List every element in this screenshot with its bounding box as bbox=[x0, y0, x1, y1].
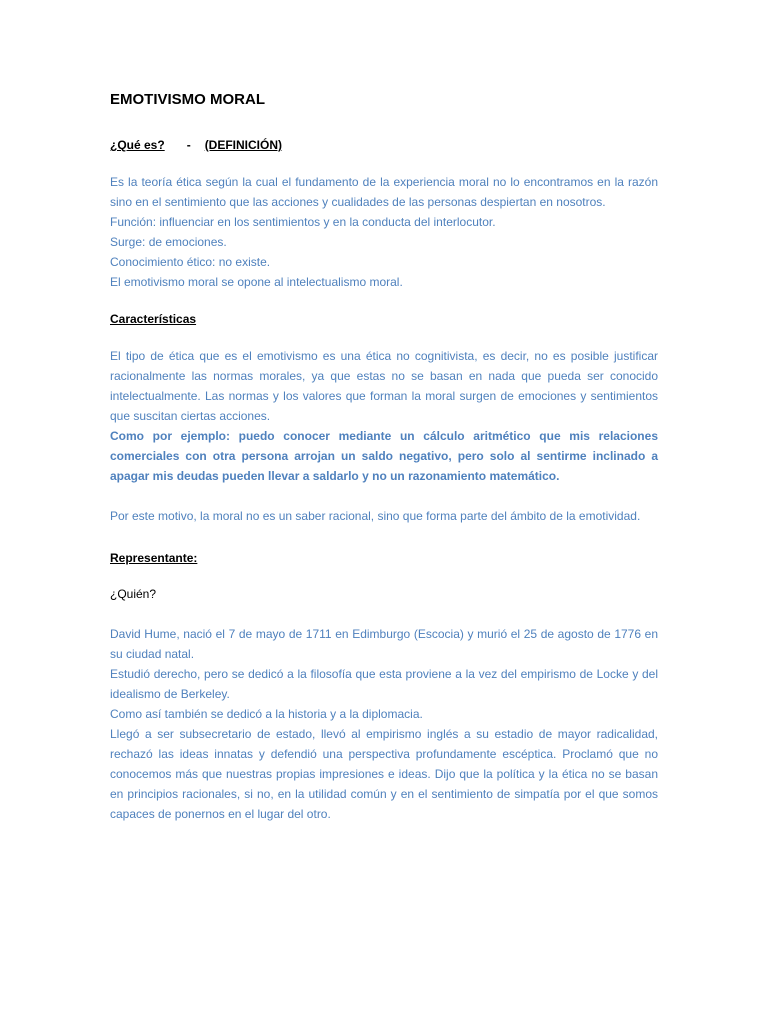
characteristics-heading-text: Características bbox=[110, 312, 197, 326]
spacer bbox=[110, 155, 658, 172]
document-page bbox=[110, 90, 658, 824]
spacer bbox=[110, 292, 658, 309]
biography-birth: David Hume, nació el 7 de mayo de 1711 en Edimburgo (Escocia) y murió el 25 de agosto de 1776 en su ciudad natal. bbox=[110, 627, 658, 661]
biography-history: Como así también se dedicó a la historia y a la diplomacia. bbox=[110, 707, 423, 721]
spacer bbox=[110, 329, 658, 346]
definition-paragraph: Es la teoría ética según la cual el fundamento de la experiencia moral no lo encontramos en la razón sino en el sentimiento que las acciones y cualidades de las personas despiertan en nosotros. bbox=[110, 175, 658, 209]
definition-dash: - bbox=[186, 138, 191, 152]
knowledge-line: Conocimiento ético: no existe. bbox=[110, 255, 271, 269]
representative-heading-text: Representante: bbox=[110, 551, 198, 565]
origin-line: Surge: de emociones. bbox=[110, 235, 227, 249]
spacer bbox=[110, 526, 658, 548]
example-paragraph: Como por ejemplo: puedo conocer mediante un cálculo aritmético que mis relaciones comerciales con otra persona arrojan un saldo negativo, pero solo al sentirme inclinado a apagar mis deudas pueden llevar a saldarlo y no un razonamiento matemático. bbox=[110, 429, 658, 483]
spacer bbox=[110, 486, 658, 506]
function-line: Función: influenciar en los sentimientos y en la conducta del interlocutor. bbox=[110, 215, 496, 229]
characteristics-section bbox=[110, 346, 658, 486]
definition-question: ¿Qué es? bbox=[110, 138, 165, 152]
characteristics-paragraph: El tipo de ética que es el emotivismo es una ética no cognitivista, es decir, no es posible justificar racionalmente las normas morales, ya que estas no se basan en nada que pueda ser conocido intelectualmente. Las normas y los valores que forman la moral surgen de emociones y sentimientos que suscitan ciertas acciones. bbox=[110, 349, 658, 423]
definition-label: (DEFINICIÓN) bbox=[204, 138, 283, 152]
document-title: EMOTIVISMO MORAL bbox=[110, 91, 265, 108]
biography-section bbox=[110, 624, 658, 824]
opposition-line: El emotivismo moral se opone al intelectualismo moral. bbox=[110, 275, 403, 289]
spacer bbox=[110, 604, 658, 624]
spacer bbox=[110, 568, 658, 584]
biography-career: Llegó a ser subsecretario de estado, llevó al empirismo inglés a su estadio de mayor radicalidad, rechazó las ideas innatas y defendió una perspectiva profundamente escéptica. Proclamó que no conocemos más que nuestras propias impresiones e ideas. Dijo que la política y la ética no se basan en principios racionales, si no, en la utilidad común y en el sentimiento de simpatía por el que somos capaces de ponernos en el lugar del otro. bbox=[110, 727, 658, 821]
conclusion-paragraph: Por este motivo, la moral no es un saber racional, sino que forma parte del ámbito de la emotividad. bbox=[110, 509, 641, 523]
characteristics-heading bbox=[110, 309, 658, 329]
representative-heading bbox=[110, 548, 658, 568]
biography-studies: Estudió derecho, pero se dedicó a la filosofía que esta proviene a la vez del empirismo de Locke y del idealismo de Berkeley. bbox=[110, 667, 658, 701]
definition-heading bbox=[110, 135, 658, 155]
definition-section bbox=[110, 172, 658, 292]
who-heading: ¿Quién? bbox=[110, 587, 157, 601]
